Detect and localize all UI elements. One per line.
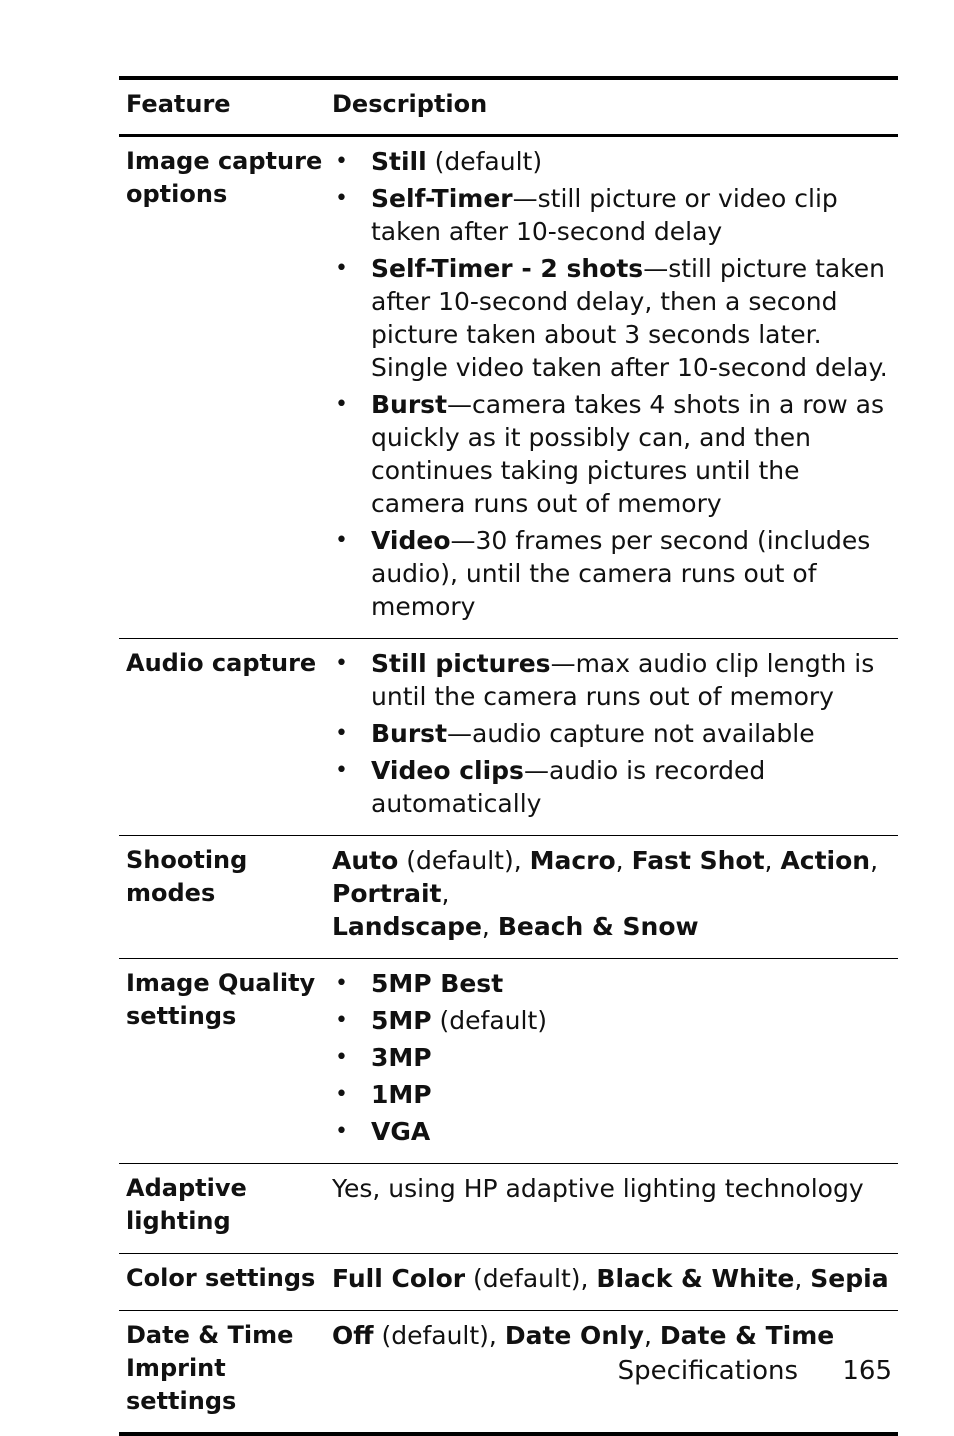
option-name: Self-Timer - 2 shots [371,254,644,283]
header-description: Description [332,78,898,136]
description-cell [332,136,898,639]
list-item [332,754,892,820]
option-detail: —max audio clip length is until the camera runs out of memory [371,649,875,711]
default-text: (default), [465,1264,597,1293]
imprint-date-only: Date Only [504,1321,644,1350]
option-name: 5MP [371,1006,432,1035]
table-row-audio-capture [119,639,898,836]
feature-label-line1: Image capture [126,147,323,175]
option-name: Self-Timer [371,184,513,213]
option-name: Video [371,526,451,555]
feature-cell: Color settings [119,1254,332,1311]
color-full: Full Color [332,1264,466,1293]
option-name: 5MP Best [371,969,504,998]
list-item [332,182,892,248]
header-feature: Feature [119,78,332,136]
list-item [332,145,892,178]
list-item [332,967,892,1000]
feature-cell [119,1311,332,1435]
list-item [332,524,892,623]
option-extra: Single video taken after 10-second delay. [371,353,888,382]
mode-portrait: Portrait [332,879,442,908]
list-item [332,252,892,384]
list-item [332,1041,892,1074]
list-item [332,1004,892,1037]
option-name: Video clips [371,756,524,785]
feature-cell: Audio capture [119,639,332,836]
color-black-white: Black & White [596,1264,795,1293]
mode-fast-shot: Fast Shot [631,846,765,875]
description-cell: Off (default), Date Only, Date & Time [332,1321,835,1350]
option-name: VGA [371,1117,431,1146]
mode-beach-snow: Beach & Snow [497,912,699,941]
option-detail: —audio is recorded automatically [371,756,766,818]
feature-label-line1: Adaptive [126,1174,247,1202]
description-cell [332,639,898,836]
table-row-shooting-modes [119,836,898,959]
description-cell: Full Color (default), Black & White, Sepia [332,1254,898,1311]
default-text: (default), [398,846,530,875]
table-header-row [119,78,898,136]
list-item [332,647,892,713]
table-row-image-quality [119,959,898,1164]
mode-auto: Auto [332,846,399,875]
section-title: Specifications [617,1356,799,1386]
option-name: Still pictures [371,649,551,678]
default-text: (default), [373,1321,505,1350]
list-item [332,717,892,750]
bullet-list [332,967,892,1148]
page-footer [618,1356,892,1386]
mode-action: Action [780,846,871,875]
option-detail: —camera takes 4 shots in a row as quickly as it possibly can, and then continues taking pictures until the camera runs out of memory [371,390,884,518]
option-name: 1MP [371,1080,432,1109]
list-item [332,1078,892,1111]
table-row-adaptive-lighting [119,1164,898,1254]
mode-macro: Macro [529,846,616,875]
option-detail: (default) [426,147,543,176]
feature-label-line2: lighting [126,1207,231,1235]
list-item [332,1115,892,1148]
option-name: Burst [371,390,448,419]
feature-label-line2: Imprint settings [126,1354,237,1415]
feature-cell: Shooting modes [119,836,332,959]
color-sepia: Sepia [810,1264,889,1293]
description-cell: Auto (default), Macro, Fast Shot, Action, Portrait, Landscape, Beach & Snow [332,836,898,959]
list-item [332,388,892,520]
option-name: Burst [371,719,448,748]
option-name: Still [371,147,427,176]
option-name: 3MP [371,1043,432,1072]
imprint-date-time: Date & Time [659,1321,835,1350]
specifications-table [119,76,898,1436]
option-detail: —still picture or video clip taken after 10-second delay [371,184,838,246]
bullet-list [332,145,892,623]
page-number: 165 [842,1356,892,1386]
feature-cell [119,136,332,639]
option-detail: —30 frames per second (includes audio), until the camera runs out of memory [371,526,871,621]
feature-label-line1: Image Quality [126,969,316,997]
imprint-off: Off [332,1321,374,1350]
table-row-color-settings [119,1254,898,1311]
feature-label-line2: settings [126,1002,237,1030]
option-detail: —still picture taken after 10-second delay, then a second picture taken about 3 seconds later. [371,254,886,349]
bullet-list [332,647,892,820]
mode-landscape: Landscape [332,912,482,941]
option-detail: (default) [431,1006,548,1035]
feature-cell [119,959,332,1164]
description-cell [332,959,898,1164]
feature-label-line1: Date & Time [126,1321,294,1349]
option-detail: —audio capture not available [447,719,815,748]
feature-cell [119,1164,332,1254]
feature-label-line2: options [126,180,228,208]
description-cell: Yes, using HP adaptive lighting technology [332,1164,898,1254]
table-row-image-capture [119,136,898,639]
